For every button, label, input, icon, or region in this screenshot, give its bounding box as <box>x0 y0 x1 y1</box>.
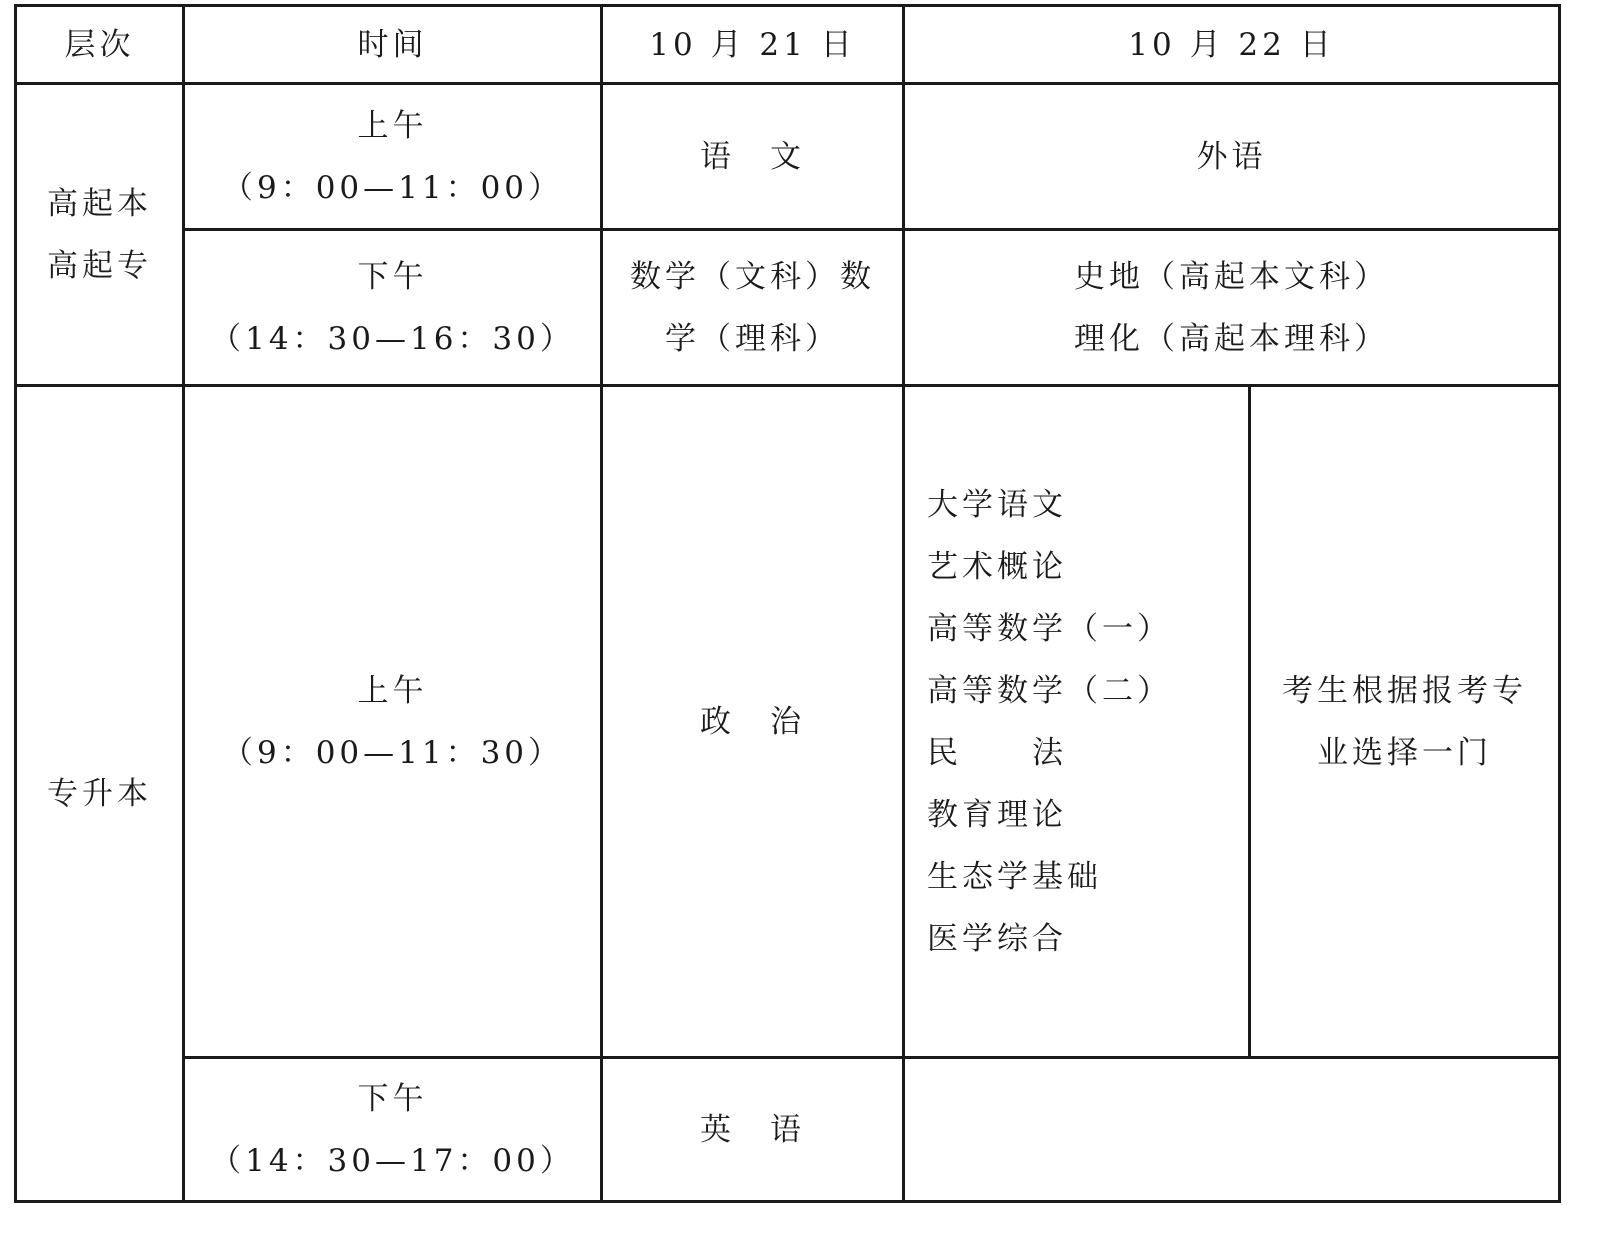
zsb-morning-day2-subject-list <box>904 386 1250 1058</box>
subject-item: 教育理论 <box>927 796 1067 833</box>
zsb-morning-note-cell <box>1250 386 1560 1058</box>
zsb-afternoon-day1-subject: 英 语 <box>602 1058 904 1202</box>
level-zsb: 专升本 <box>16 386 184 1202</box>
gqb-afternoon-time-cell <box>184 230 602 386</box>
gqb-afternoon-day1-cell <box>602 230 904 386</box>
zsb-note-line2: 业选择一门 <box>1317 734 1492 771</box>
exam-schedule-table <box>14 4 1561 1203</box>
subject-item: 大学语文 <box>927 486 1067 523</box>
subject-item: 生态学基础 <box>927 858 1102 895</box>
subject-item: 艺术概论 <box>927 548 1067 585</box>
zsb-afternoon-label: 下午 <box>357 1080 428 1117</box>
gqb-morning-day1-subject: 语 文 <box>602 84 904 230</box>
header-level: 层次 <box>16 6 184 84</box>
zsb-afternoon-row <box>16 1058 1560 1202</box>
zsb-afternoon-time: （14：30—17：00） <box>210 1142 575 1179</box>
gqb-afternoon-day2-line2: 理化（高起本理科） <box>1074 320 1389 357</box>
gqb-afternoon-time: （14：30—16：30） <box>210 320 575 357</box>
zsb-morning-label: 上午 <box>357 672 428 709</box>
zsb-afternoon-time-cell <box>184 1058 602 1202</box>
gqb-morning-label: 上午 <box>357 107 428 144</box>
level-gqb-line1: 高起本 <box>47 185 152 222</box>
gqb-afternoon-day2-line1: 史地（高起本文科） <box>1074 258 1389 295</box>
header-time: 时间 <box>184 6 602 84</box>
zsb-note-line1: 考生根据报考专 <box>1282 672 1527 709</box>
zsb-morning-row <box>16 386 1560 1058</box>
gqb-afternoon-day1-line2: 学（理科） <box>665 320 840 357</box>
subject-item: 高等数学（一） <box>927 610 1172 647</box>
subject-item: 高等数学（二） <box>927 672 1172 709</box>
gqb-morning-day2-subject: 外语 <box>904 84 1560 230</box>
header-day1: 10 月 21 日 <box>602 6 904 84</box>
level-gqb-line2: 高起专 <box>47 247 152 284</box>
gqb-afternoon-row <box>16 230 1560 386</box>
gqb-morning-time-cell <box>184 84 602 230</box>
zsb-morning-time-cell <box>184 386 602 1058</box>
subject-item: 民 法 <box>927 734 1067 771</box>
gqb-morning-time: （9：00—11：00） <box>221 169 564 206</box>
subject-item: 医学综合 <box>927 920 1067 957</box>
zsb-morning-day1-subject: 政 治 <box>602 386 904 1058</box>
zsb-morning-time: （9：00—11：30） <box>221 734 564 771</box>
header-day2: 10 月 22 日 <box>904 6 1560 84</box>
gqb-afternoon-label: 下午 <box>357 258 428 295</box>
header-row <box>16 6 1560 84</box>
gqb-afternoon-day1-line1: 数学（文科）数 <box>630 258 875 295</box>
level-gqb <box>16 84 184 386</box>
zsb-afternoon-day2-subject <box>904 1058 1560 1202</box>
gqb-morning-row <box>16 84 1560 230</box>
gqb-afternoon-day2-cell <box>904 230 1560 386</box>
